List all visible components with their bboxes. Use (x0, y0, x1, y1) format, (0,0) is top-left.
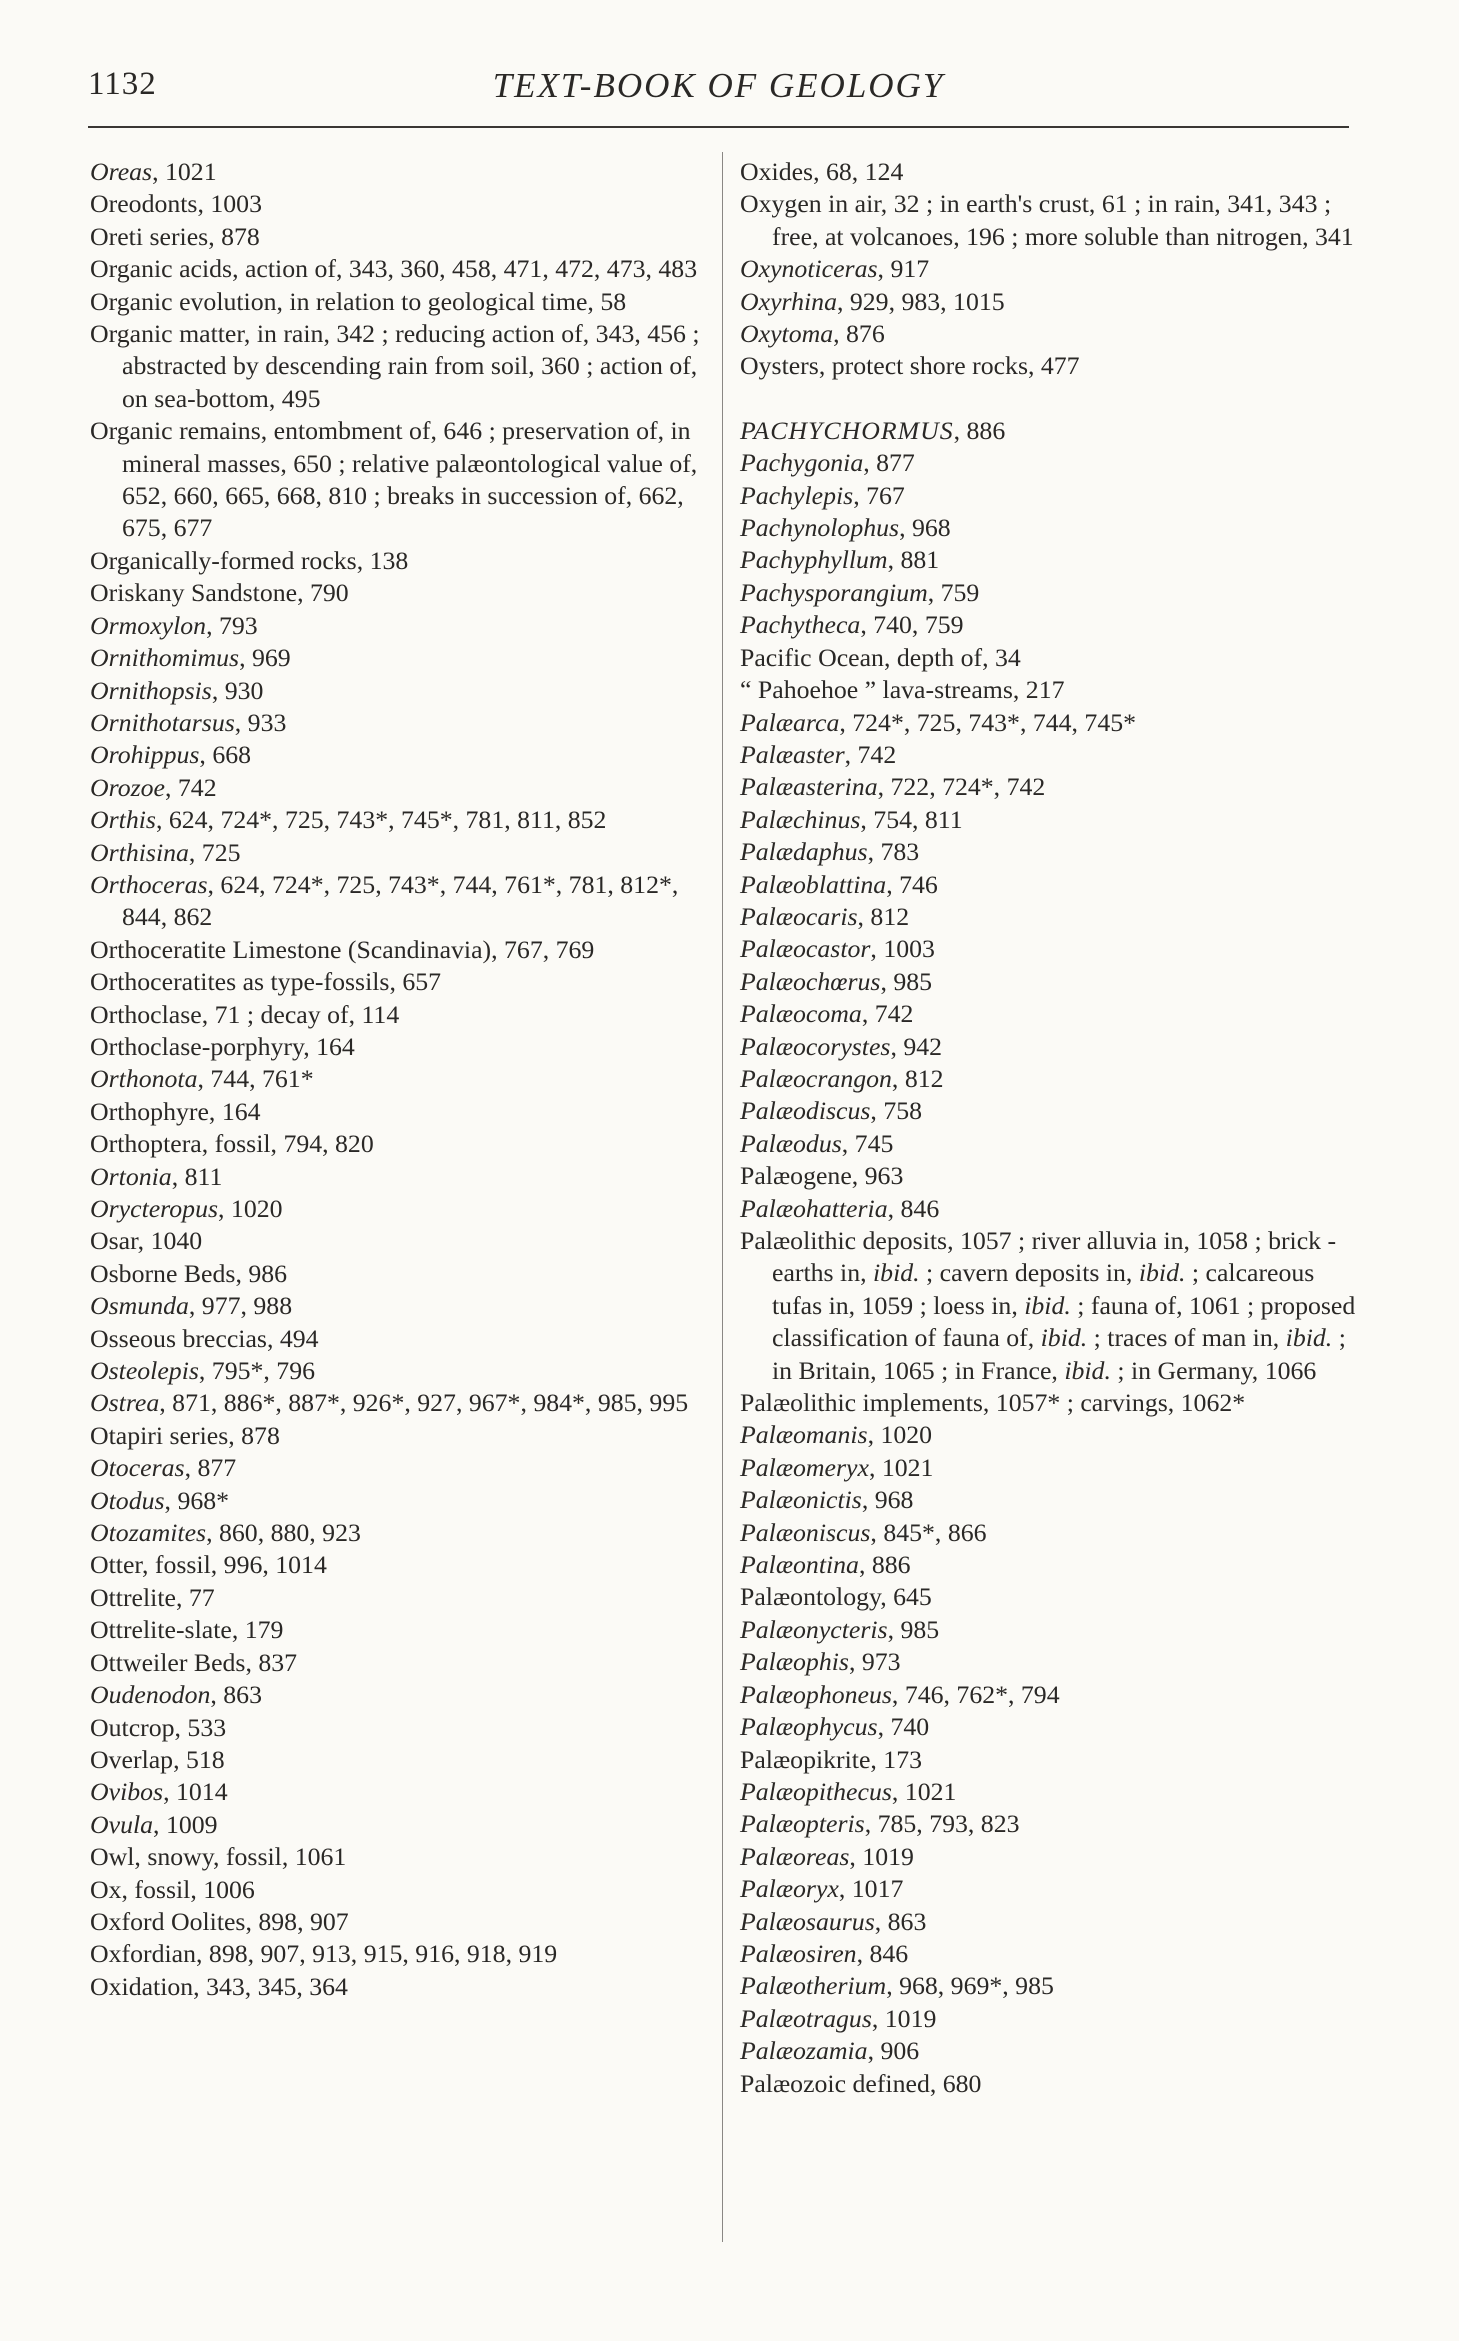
index-term-italic: ibid. (1040, 1323, 1088, 1353)
index-term-italic: Palæochœrus (740, 966, 881, 996)
index-text: Owl, snowy, fossil, 1061 (90, 1842, 347, 1872)
index-entry (740, 1744, 1360, 1776)
index-term-italic: Palæopteris (740, 1809, 865, 1839)
index-text: , 1014 (163, 1777, 228, 1807)
index-entry (90, 1549, 700, 1581)
index-entry (740, 1808, 1360, 1840)
index-text: , 1021 (152, 157, 217, 186)
index-text: Osar, 1040 (90, 1226, 203, 1256)
index-entry (90, 1712, 700, 1744)
index-term-italic: Palæohatteria (740, 1193, 888, 1223)
index-term-italic: PACHYCHORMUS (740, 415, 954, 445)
index-entry (740, 609, 1360, 641)
index-entry (90, 869, 700, 934)
index-term-italic: Ornithotarsus (90, 707, 235, 737)
index-text: Oxfordian, 898, 907, 913, 915, 916, 918, 919 (90, 1939, 558, 1969)
index-entry (740, 836, 1360, 868)
index-entry (90, 1387, 700, 1419)
index-text: , 767 (853, 480, 905, 510)
index-term-italic: Palæocorystes (740, 1031, 891, 1061)
index-entry (90, 1128, 700, 1160)
index-text: , 811 (171, 1161, 223, 1191)
index-entry (740, 933, 1360, 965)
index-entry (740, 415, 1360, 447)
index-text: , 1019 (849, 1841, 914, 1871)
index-text: , 886 (953, 415, 1006, 445)
index-text: Oriskany Sandstone, 790 (90, 578, 349, 608)
index-text: Ottrelite, 77 (90, 1582, 215, 1612)
index-term-italic: Ornithopsis (90, 675, 212, 705)
index-text: Oysters, protect shore rocks, 477 (740, 351, 1080, 381)
index-entry (90, 1193, 700, 1225)
index-text: Otapiri series, 878 (90, 1420, 280, 1450)
index-text: ; cavern deposits in, (919, 1258, 1139, 1288)
index-column-right (740, 156, 1360, 2100)
index-entry (90, 286, 700, 318)
index-term-italic: Palæophoneus (740, 1679, 892, 1709)
index-text: , 968 (861, 1485, 914, 1515)
index-entry (740, 771, 1360, 803)
index-entry (740, 188, 1360, 253)
index-term-italic: Pachygonia (740, 448, 864, 478)
index-entry (740, 1873, 1360, 1905)
index-text: , 1021 (891, 1776, 957, 1806)
index-entry (740, 1225, 1360, 1387)
index-entry (90, 1809, 700, 1841)
index-text: , 846 (856, 1938, 909, 1968)
index-entry (90, 1679, 700, 1711)
index-entry (90, 1517, 700, 1549)
index-entry (90, 1355, 700, 1387)
index-term-italic: Orthonota (90, 1064, 198, 1094)
index-text: , 724*, 725, 743*, 744, 745* (839, 707, 1137, 737)
index-text: , 933 (234, 707, 287, 737)
index-term-italic: Palæotherium (740, 1971, 887, 2001)
index-term-italic: Ovibos (90, 1777, 164, 1807)
index-entry (740, 1452, 1360, 1484)
index-text: , 881 (887, 545, 940, 575)
index-text: Overlap, 518 (90, 1744, 225, 1774)
index-entry (740, 1193, 1360, 1225)
index-text: Palæolithic implements, 1057* ; carvings, 1062* (740, 1388, 1246, 1418)
index-entry (740, 1679, 1360, 1711)
index-entry (90, 804, 700, 836)
page-header (88, 66, 1349, 128)
index-term-italic: Palæomanis (740, 1420, 868, 1450)
index-term-italic: Osmunda (90, 1291, 189, 1321)
index-text: , 783 (867, 837, 920, 867)
index-term-italic: Oxytoma (740, 319, 834, 349)
index-entry (90, 1841, 700, 1873)
index-entry (740, 1063, 1360, 1095)
index-entry (740, 286, 1360, 318)
index-text: Palæozoic defined, 680 (740, 2068, 982, 2098)
index-entry (740, 804, 1360, 836)
index-text: , 930 (211, 675, 264, 705)
index-text: , 1009 (153, 1809, 218, 1839)
index-text: Orthoceratites as type-fossils, 657 (90, 967, 442, 997)
index-entry (90, 318, 700, 415)
index-term-italic: Pachytheca (740, 610, 861, 640)
index-text: ; calcareous tufas in, 1059 ; loess in, (772, 1258, 1315, 1320)
index-text: Organically-formed rocks, 138 (90, 545, 409, 575)
index-text: Osborne Beds, 986 (90, 1258, 288, 1288)
index-text: , 968 (899, 513, 951, 543)
index-entry (740, 156, 1360, 188)
index-term-italic: Palæophycus (740, 1712, 878, 1742)
index-term-italic: Oxyrhina (740, 286, 837, 316)
index-term-italic: Osteolepis (90, 1356, 199, 1386)
index-entry (90, 1323, 700, 1355)
index-entry (740, 577, 1360, 609)
index-term-italic: Palæodiscus (740, 1096, 871, 1126)
index-term-italic: ibid. (873, 1258, 920, 1288)
index-text: Palæogene, 963 (740, 1161, 904, 1191)
index-text: , 722, 724*, 742 (877, 772, 1046, 802)
index-term-italic: Palæoblattina (740, 869, 887, 899)
index-text: , 942 (890, 1031, 943, 1061)
index-text: Palæopikrite, 173 (740, 1744, 923, 1774)
index-text: , 785, 793, 823 (864, 1809, 1020, 1839)
index-term-italic: Palæoniscus (740, 1517, 871, 1547)
index-text: , 1003 (870, 934, 935, 964)
index-text: Organic evolution, in relation to geological time, 58 (90, 286, 627, 316)
index-entry (740, 2003, 1360, 2035)
index-text: , 812 (891, 1063, 944, 1093)
index-term-italic: Palæosaurus (740, 1906, 875, 1936)
index-entry (740, 901, 1360, 933)
index-term-italic: Pachynolophus (740, 513, 900, 543)
index-text: , 1021 (868, 1452, 934, 1482)
index-text: Orthoptera, fossil, 794, 820 (90, 1129, 374, 1159)
index-text: Organic matter, in rain, 342 ; reducing action of, 343, 456 ; abstracted by descending rain from soil, 360 ; action of, on sea-bottom, 495 (90, 319, 700, 413)
index-entry (90, 1290, 700, 1322)
index-text: Ottweiler Beds, 837 (90, 1647, 298, 1677)
index-entry (740, 1906, 1360, 1938)
index-term-italic: Orthoceras (90, 869, 208, 899)
index-text: Outcrop, 533 (90, 1712, 227, 1742)
index-text: Organic acids, action of, 343, 360, 458, 471, 472, 473, 483 (90, 254, 698, 284)
index-entry (740, 1711, 1360, 1743)
index-text: , 758 (870, 1096, 923, 1126)
index-text: Pacific Ocean, depth of, 34 (740, 642, 1021, 672)
index-entry (90, 156, 700, 188)
index-entry (90, 934, 700, 966)
index-entry (740, 869, 1360, 901)
index-text: , 985 (880, 966, 933, 996)
index-term-italic: Palæozamia (740, 2036, 868, 2066)
index-entry (90, 1063, 700, 1095)
index-term-italic: ibid. (1138, 1258, 1186, 1288)
index-text: , 968, 969*, 985 (886, 1971, 1054, 2001)
index-term-italic: Palæaster (740, 739, 845, 769)
index-entry (90, 1614, 700, 1646)
index-entry (740, 1614, 1360, 1646)
index-entry (740, 1387, 1360, 1419)
index-text: Palæontology, 645 (740, 1582, 932, 1612)
index-term-italic: Ormoxylon (90, 610, 207, 640)
index-text: Ottrelite-slate, 179 (90, 1615, 284, 1645)
index-term-italic: Palæodus (740, 1128, 842, 1158)
index-term-italic: Palæchinus (740, 804, 861, 834)
index-text: Palæolithic deposits, 1057 ; river alluvia in, 1058 ; brick - earths in, (740, 1226, 1337, 1288)
index-entry (740, 998, 1360, 1030)
index-text: , 744, 761* (197, 1064, 314, 1094)
index-text: , 886 (858, 1550, 911, 1580)
index-entry (740, 544, 1360, 576)
index-entry (740, 318, 1360, 350)
index-term-italic: Orthisina (90, 837, 189, 867)
index-text: Ox, fossil, 1006 (90, 1874, 255, 1904)
index-text: , 759 (927, 577, 980, 607)
index-term-italic: Otoceras (90, 1453, 185, 1483)
index-entry (740, 480, 1360, 512)
index-entry (90, 610, 700, 642)
index-term-italic: Pachylepis (740, 480, 854, 510)
index-text: , 846 (887, 1193, 940, 1223)
index-entry (90, 1420, 700, 1452)
index-text: Osseous breccias, 494 (90, 1323, 319, 1353)
index-text: , 860, 880, 923 (206, 1518, 361, 1548)
index-text: , 968* (164, 1485, 230, 1515)
index-entry (90, 642, 700, 674)
index-term-italic: Oudenodon (90, 1680, 211, 1710)
index-text: Orthoceratite Limestone (Scandinavia), 767, 769 (90, 934, 595, 964)
index-term-italic: Palæasterina (740, 772, 878, 802)
index-text: ; in Germany, 1066 (1110, 1355, 1317, 1385)
index-entry (740, 447, 1360, 479)
index-term-italic: Palæocoma (740, 999, 862, 1029)
index-term-italic: Orycteropus (90, 1194, 219, 1223)
index-entry (90, 739, 700, 771)
index-entry (90, 1938, 700, 1970)
index-text: , 1020 (867, 1420, 933, 1450)
index-entry (90, 1161, 700, 1193)
index-entry (740, 1970, 1360, 2002)
index-term-italic: Palæomeryx (740, 1452, 869, 1482)
index-text: , 863 (210, 1680, 262, 1710)
index-entry (90, 1031, 700, 1063)
index-entry (90, 707, 700, 739)
index-term-italic: Palæoreas (740, 1841, 850, 1871)
index-text: Oreodonts, 1003 (90, 189, 262, 219)
index-term-italic: Palæocastor (740, 934, 871, 964)
index-term-italic: ibid. (1024, 1290, 1071, 1320)
index-text: , 977, 988 (188, 1291, 293, 1321)
index-term-italic: Ostrea (90, 1388, 160, 1418)
index-text: ; traces of man in, (1087, 1323, 1286, 1353)
index-entry (740, 1938, 1360, 1970)
index-entry (740, 1776, 1360, 1808)
index-entry (90, 577, 700, 609)
index-text: , 1020 (218, 1194, 283, 1223)
index-entry (740, 739, 1360, 771)
index-entry (90, 1582, 700, 1614)
index-term-italic: Oxynoticeras (740, 254, 878, 284)
index-text: Orthoclase-porphyry, 164 (90, 1031, 355, 1061)
index-entry (90, 1485, 700, 1517)
index-text: Orthophyre, 164 (90, 1096, 261, 1126)
index-term-italic: Palæonycteris (740, 1614, 888, 1644)
index-text: , 624, 724*, 725, 743*, 745*, 781, 811, 852 (155, 805, 607, 835)
index-text: , 969 (239, 643, 291, 673)
index-text: Oxford Oolites, 898, 907 (90, 1906, 349, 1936)
index-text: , 1017 (838, 1874, 904, 1904)
index-term-italic: Ortonia (90, 1161, 172, 1191)
index-entry (90, 1906, 700, 1938)
index-entry (90, 1096, 700, 1128)
index-text: Orthoclase, 71 ; decay of, 114 (90, 999, 400, 1029)
index-text: Oxidation, 343, 345, 364 (90, 1971, 348, 2001)
index-term-italic: Palæosiren (740, 1938, 857, 1968)
index-entry (90, 253, 700, 285)
index-text: , 917 (877, 254, 930, 284)
index-term-italic: Orthis (90, 805, 156, 835)
index-entry (90, 1225, 700, 1257)
page-number: 1132 (88, 66, 157, 102)
index-text: , 725 (188, 837, 241, 867)
index-entry (90, 837, 700, 869)
index-entry (90, 1776, 700, 1808)
index-text: , 863 (874, 1906, 927, 1936)
index-text: , 754, 811 (860, 804, 963, 834)
index-term-italic: Pachysporangium (740, 577, 928, 607)
index-entry (740, 512, 1360, 544)
index-term-italic: Otodus (90, 1485, 165, 1515)
index-text: Oreti series, 878 (90, 221, 260, 251)
index-term-italic: Palæopithecus (740, 1776, 892, 1806)
index-term-italic: Palædaphus (740, 837, 868, 867)
index-entry (90, 1874, 700, 1906)
index-text: , 973 (848, 1647, 901, 1677)
index-term-italic: Palæophis (740, 1647, 849, 1677)
index-text: , 793 (206, 610, 258, 640)
index-text: , 877 (863, 448, 915, 478)
index-text: ; in Britain, 1065 ; in France, (772, 1323, 1346, 1385)
index-text: , 742 (165, 772, 217, 802)
index-entry (740, 1419, 1360, 1451)
column-divider (722, 152, 723, 2242)
index-entry (90, 999, 700, 1031)
index-text: , 742 (844, 739, 897, 769)
index-text: , 877 (184, 1453, 237, 1483)
index-text: ; fauna of, 1061 ; proposed classification of fauna of, (772, 1290, 1356, 1353)
index-entry (740, 674, 1360, 706)
index-entry (90, 1744, 700, 1776)
index-text: , 745 (841, 1128, 894, 1158)
index-term-italic: Orohippus (90, 740, 200, 770)
index-term-italic: Palæocrangon (740, 1063, 892, 1093)
index-term-italic: Ovula (90, 1809, 154, 1839)
index-term-italic: ibid. (1064, 1355, 1111, 1385)
index-term-italic: Palæontina (740, 1550, 859, 1580)
index-text: , 624, 724*, 725, 743*, 744, 761*, 781, 812*, 844, 862 (122, 869, 679, 932)
index-entry (740, 1031, 1360, 1063)
index-entry (740, 1646, 1360, 1678)
index-entry (90, 415, 700, 545)
index-text: “ Pahoehoe ” lava-streams, 217 (740, 675, 1065, 705)
index-entry (740, 1128, 1360, 1160)
index-text: , 740, 759 (860, 610, 964, 640)
index-term-italic: Palæocaris (740, 901, 858, 931)
index-entry (90, 1452, 700, 1484)
index-entry (740, 1549, 1360, 1581)
index-text: , 740 (877, 1712, 930, 1742)
index-entry (90, 221, 700, 253)
index-entry (740, 2035, 1360, 2067)
index-text: , 876 (833, 319, 885, 349)
index-term-italic: Palæonictis (740, 1485, 862, 1515)
index-entry (90, 772, 700, 804)
index-entry (740, 707, 1360, 739)
index-term-italic: Ornithomimus (90, 643, 240, 673)
index-entry (740, 1841, 1360, 1873)
running-title: TEXT-BOOK OF GEOLOGY (492, 66, 945, 105)
index-term-italic: Palæarca (740, 707, 840, 737)
index-text: , 812 (857, 901, 910, 931)
index-term-italic: ibid. (1285, 1323, 1333, 1353)
index-entry (740, 1095, 1360, 1127)
index-entry (90, 545, 700, 577)
index-entry (740, 1517, 1360, 1549)
index-text: Oxygen in air, 32 ; in earth's crust, 61 ; in rain, 341, 343 ; free, at volcanoes, 196 ; more soluble than nitrogen, 341 (740, 189, 1354, 251)
index-text: , 742 (861, 999, 914, 1029)
index-text: , 929, 983, 1015 (836, 286, 1005, 316)
index-entry (90, 966, 700, 998)
index-text: , 668 (199, 740, 252, 770)
index-text: , 906 (867, 2036, 920, 2066)
index-text: Oxides, 68, 124 (740, 157, 904, 186)
index-term-italic: Oreas (90, 157, 153, 186)
index-text: , 845*, 866 (870, 1517, 987, 1547)
index-term-italic: Pachyphyllum (740, 545, 888, 575)
index-entry (740, 253, 1360, 285)
index-entry (740, 966, 1360, 998)
index-entry (90, 1647, 700, 1679)
index-entry (740, 1581, 1360, 1613)
index-text: , 985 (887, 1614, 940, 1644)
index-text: , 746 (886, 869, 938, 899)
index-text: , 1019 (871, 2003, 937, 2033)
index-term-italic: Orozoe (90, 772, 165, 802)
index-entry (740, 1484, 1360, 1516)
index-text: , 746, 762*, 794 (891, 1679, 1060, 1709)
index-text: , 871, 886*, 887*, 926*, 927, 967*, 984*, 985, 995 (159, 1388, 689, 1418)
index-column-left (90, 156, 700, 2003)
index-entry (740, 642, 1360, 674)
index-entry (90, 1258, 700, 1290)
index-term-italic: Palæoryx (740, 1874, 839, 1904)
index-term-italic: Palæotragus (740, 2003, 872, 2033)
index-entry (740, 2068, 1360, 2100)
index-text: , 795*, 796 (198, 1356, 315, 1386)
index-entry (740, 1160, 1360, 1192)
index-entry (90, 1971, 700, 2003)
index-text: Otter, fossil, 996, 1014 (90, 1550, 327, 1580)
index-entry (90, 188, 700, 220)
index-entry (740, 350, 1360, 382)
index-text: Organic remains, entombment of, 646 ; preservation of, in mineral masses, 650 ; relative palæontological value of, 652, 660, 665, 668, 810 ; breaks in succession of, 662, 675, 677 (90, 416, 698, 543)
index-entry (90, 675, 700, 707)
index-term-italic: Otozamites (90, 1518, 207, 1548)
